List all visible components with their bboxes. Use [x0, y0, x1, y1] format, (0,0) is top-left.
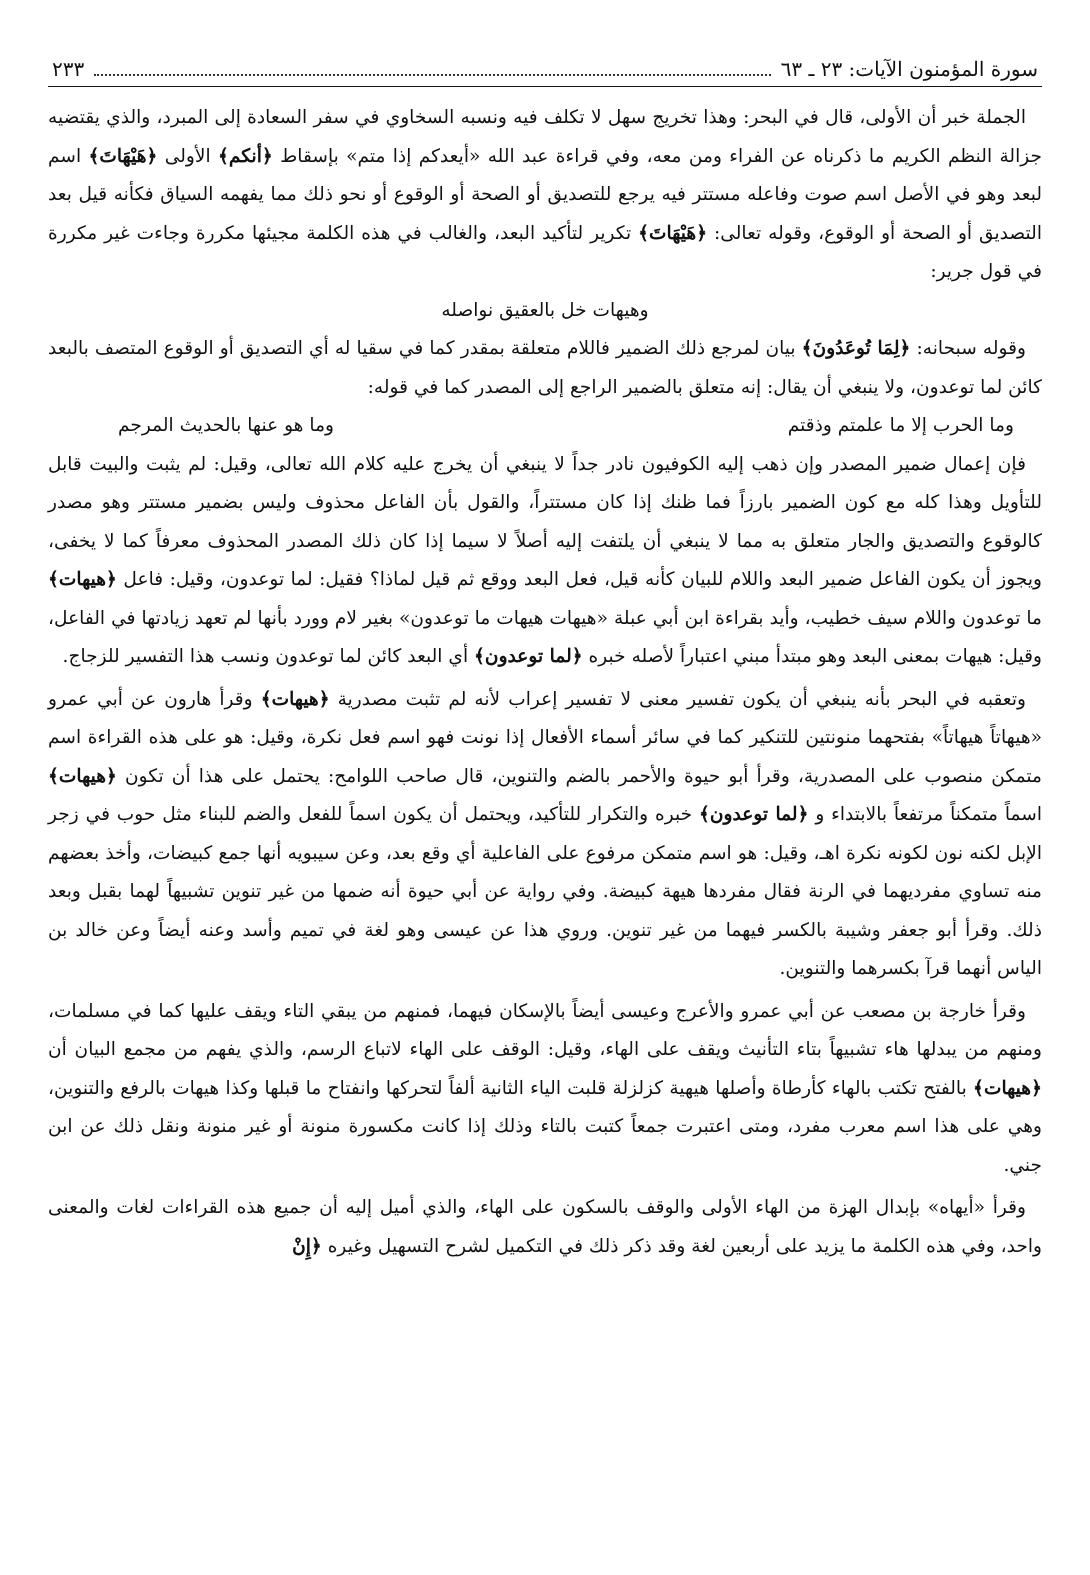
text-run: اسم لبعد وهو في الأصل اسم صوت وفاعله مستتر فيه يرجع للتصديق أو الصحة أو الوقوع أو نحو ذلك مما يفهمه السياق فكأنه قيل بعد التصديق أو الصحة أو الوقوع، وقوله تعالى:: [48, 145, 1042, 244]
poem-couplet: [48, 407, 1042, 446]
text-run: فإن إعمال ضمير المصدر وإن ذهب إليه الكوفيون نادر جداً لا ينبغي أن يخرج عليه كلام الله تعالى، وقيل: لم يثبت والبيت قابل للتأويل وهذا كله مع كون الضمير بارزاً فما ظنك إذا كان مستتراً، والقول بأن الفاعل محذوف وليس بضمير مستتر وهو مصدر كالوقوع والتصديق والجار متعلق به مما لا ينبغي أن يلتفت إليه أصلاً لا سيما إذا كان ذلك المصدر المحذوف معرفاً كما لا يخفى، ويجوز أن يكون الفاعل ضمير البعد واللام للبيان كأنه قيل، فعل البعد ووقع ثم قيل لماذا؟ فقيل: لما توعدون، وقيل: فاعل: [48, 453, 1042, 590]
page-header: [48, 54, 1042, 87]
quran-quote: ﴿هَيْهَاتَ﴾: [638, 222, 708, 244]
paragraph-4: [48, 681, 1042, 989]
paragraph-3: [48, 446, 1042, 677]
quran-quote: ﴿لِمَا تُوعَدُونَ﴾: [801, 338, 911, 359]
quran-quote: ﴿هيهات﴾: [260, 688, 330, 710]
poem-first-hemistich: وما الحرب إلا ما علمتم وذقتم: [787, 415, 1014, 436]
text-run: بالفتح تكتب بالهاء كأرطاة وأصلها هيهية كزلزلة قلبت الياء الثانية ألفاً لتحركها وانفتاح ما قبلها وكذا هيهات بالرفع والتنوين، وهي على هذا اسم معرب مفرد، ومتى اعتبرت جمعاً كتبت بالتاء وذلك إذا كانت مكسورة منونة أو غير منونة ونقل ذلك عن ابن جني.: [48, 1077, 1042, 1176]
text-run: خبره والتكرار للتأكيد، ويحتمل أن يكون اسماً للفعل والضم للبناء مثل حوب في زجر الإبل لكنه نون لكونه نكرة اهـ، وقيل: هو اسم متمكن مرفوع على الفاعلية أي وقع بعد، وعن سيبويه أنها جمع كبيضات، وأخذ بعضهم منه تساوي مفرديهما في الرنة فقال مفردها هيهة كبيضة. وفي رواية عن أبي حيوة أنه ضمها من غير تنوين تشبيهاً لهما بقبل وبعد ذلك. وقرأ أبو جعفر وشيبة بالكسر فيهما من غير تنوين. وروي هذا عن عيسى وهو لغة في تميم وأسد وعنه أيضاً وعن خالد بن الياس أنهما قرآ بكسرهما والتنوين.: [48, 804, 1042, 979]
quran-quote: ﴿هَيْهَاتَ﴾: [88, 145, 158, 167]
poem-second-hemistich: وما هو عنها بالحديث المرجم: [118, 415, 335, 436]
quran-quote: ﴿إِنْ: [292, 1235, 322, 1257]
text-run: وتعقبه في البحر بأنه ينبغي أن يكون تفسير معنى لا تفسير إعراب لأنه لم تثبت مصدرية: [329, 688, 1026, 710]
paragraph-2: [48, 330, 1042, 407]
commentary-text: [48, 99, 1042, 1266]
paragraph-5: [48, 993, 1042, 1186]
quran-quote: ﴿هيهات﴾: [48, 569, 117, 590]
paragraph-1: [48, 99, 1042, 292]
quran-quote: ﴿هيهات﴾: [973, 1077, 1042, 1099]
quran-quote: ﴿هيهات﴾: [48, 765, 117, 787]
text-run: ما توعدون واللام سيف خطيب، وأيد بقراءة ابن أبي عبلة «هيهات هيهات ما توعدون» بغير لام وورد بأنها لم تعهد زيادتها في الفاعل، وقيل: هيهات بمعنى البعد وهو مبتدأ مبني اعتباراً لأصله خبره: [48, 607, 1042, 667]
quran-quote: ﴿لما توعدون﴾: [698, 804, 809, 825]
text-run: بيان لمرجع ذلك الضمير فاللام متعلقة بمقدر كما في سقيا له أي التصديق أو الوقوع المتصف بالبعد كائن لما توعدون، ولا ينبغي أن يقال: إنه متعلق بالضمير الراجع إلى المصدر كما في قوله:: [48, 338, 1042, 398]
surah-running-title: سورة المؤمنون الآيات: ٢٣ ـ ٦٣: [780, 57, 1038, 81]
quran-quote: ﴿أنكم﴾: [217, 145, 273, 167]
text-run: وقرأ خارجة بن مصعب عن أبي عمرو والأعرج وعيسى أيضاً بالإسكان فيهما، فمنهم من يبقي التاء ويقف عليها كما في مسلمات، ومنهم من يبدلها هاء تشبيهاً بتاء التأنيث ويقف على الهاء، وقيل: الوقف على الهاء لاتباع الرسم، والذي يفهم من مجمع البيان أن: [48, 1000, 1042, 1060]
verse-line: وهيهات خل بالعقيق نواصله: [441, 299, 649, 321]
paragraph-6: [48, 1189, 1042, 1266]
text-run: الجملة خبر أن الأولى، قال في البحر: وهذا تخريج سهل لا تكلف فيه ونسبه السخاوي في سفر السعادة إلى المبرد، والذي يقتضيه جزالة النظم الكريم ما ذكرناه عن الفراء ومن معه، وفي قراءة عبد الله «أيعدكم إذا متم» بإسقاط: [48, 107, 1043, 167]
quran-quote: ﴿لما توعدون﴾: [474, 646, 583, 667]
text-run: وقوله سبحانه:: [910, 338, 1026, 359]
text-run: أي البعد كائن لما توعدون ونسب هذا التفسير للزجاج.: [62, 646, 475, 667]
page-number: ٢٣٣: [52, 57, 85, 81]
text-run: وقرأ هارون عن أبي عمرو «هيهاتاً هيهاتاً» بفتحهما منونتين للتنكير كما في سائر أسماء الأفعال إذا نونت فهو اسم فعل نكرة، وقيل: هو على هذه القراءة اسم متمكن منصوب على المصدرية، وقرأ أبو حيوة والأحمر بالضم والتنوين، قال صاحب اللوامح: يحتمل على هذا أن تكون: [48, 688, 1042, 787]
text-run: اسماً متمكناً مرتفعاً بالابتداء و: [808, 804, 1043, 825]
text-run: وقرأ «أيهاه» بإبدال الهزة من الهاء الأولى والوقف بالسكون على الهاء، والذي أميل إليه أن جميع هذه القراءات لغات والمعنى واحد، وفي هذه الكلمة ما يزيد على أربعين لغة وقد ذكر ذلك في التكميل لشرح التسهيل وغيره: [48, 1197, 1042, 1257]
leader-dots: [94, 73, 770, 76]
text-run: الأولى: [157, 145, 218, 167]
text-run: تكرير لتأكيد البعد، والغالب في هذه الكلمة مجيئها مكررة وجاءت غير مكررة في قول جرير:: [48, 222, 1042, 282]
